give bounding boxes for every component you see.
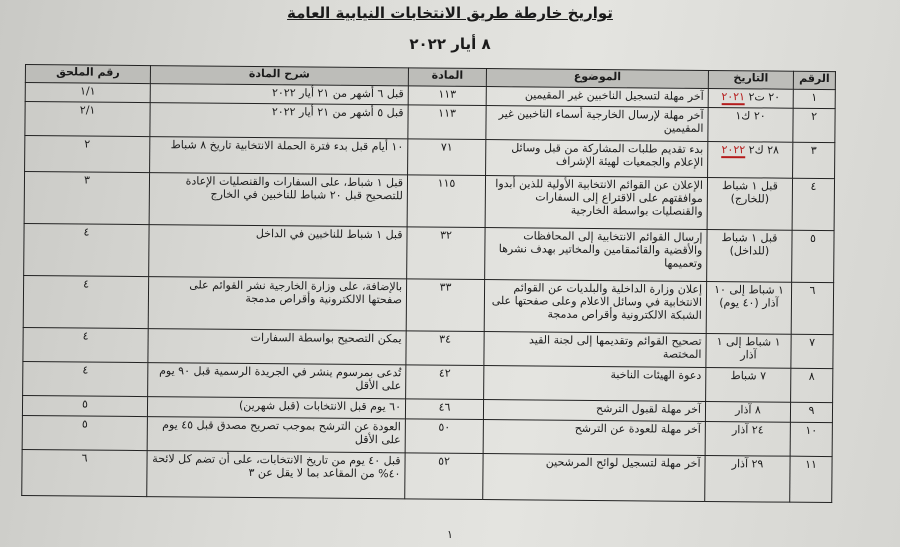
row-number: ٢ [793, 108, 835, 142]
row-appendix: ٦ [22, 449, 147, 496]
row-subject: إرسال القوائم الانتخابية إلى المحافظات والأقضية والقائمقامين والمخاتير بهدف نشرها وتعميمها [485, 228, 707, 282]
column-header-article: المادة [408, 68, 486, 87]
row-number: ٣ [793, 142, 835, 178]
date-year-red: ٢٠٢١ [721, 90, 746, 104]
row-appendix: ١/١ [25, 83, 150, 103]
date-day: ٢٨ ك٢ [745, 143, 780, 157]
row-article: ١١٥ [407, 175, 485, 228]
row-date: ٢٩ آذار [705, 455, 790, 502]
row-subject: آخر مهلة لتسجيل الناخبين غير المقيمين [486, 87, 708, 108]
row-number: ٦ [791, 282, 833, 334]
column-header-subject: الموضوع [486, 69, 708, 89]
row-appendix: ٢/١ [25, 102, 150, 137]
row-article: ٥٠ [405, 419, 483, 454]
date-day: ٢٠ ت٢ [744, 90, 781, 104]
table-row [22, 449, 832, 502]
row-explanation: قبل ٤٠ يوم من تاريخ الانتخابات، على أن تضم كل لائحة ٤٠% من المقاعد بما لا يقل عن ٣ [147, 451, 405, 499]
row-article: ١١٣ [408, 86, 486, 106]
row-number: ١ [793, 89, 835, 108]
row-date: ٧ شباط [706, 367, 791, 402]
row-subject: تصحيح القوائم وتقديمها إلى لجنة القيد المختصة [484, 332, 706, 368]
row-date: ١ شباط إلى ١ آذار [706, 333, 791, 368]
row-date: ٢٤ آذار [705, 421, 790, 456]
table-row [23, 275, 833, 334]
row-explanation: قبل ٥ أشهر من ٢١ أيار ٢٠٢٢ [150, 103, 408, 139]
row-subject: الإعلان عن القوائم الانتخابية الأولية للذين أبدوا موافقتهم على الاقتراع إلى السفارات والقنصليات بواسطة الخارجية [485, 176, 707, 230]
row-subject: آخر مهلة لقبول الترشح [483, 400, 705, 422]
row-date [706, 281, 791, 334]
row-date [707, 229, 792, 282]
date-line: (للداخل) [729, 244, 770, 258]
date-line: (للخارج) [730, 192, 770, 206]
row-explanation: ٦٠ يوم قبل الانتخابات (قبل شهرين) [147, 397, 405, 419]
row-number: ٤ [792, 178, 834, 230]
table-row [24, 223, 834, 282]
row-appendix: ٣ [24, 172, 149, 225]
date-line: آذار (٤٠ يوم) [719, 296, 779, 310]
row-subject: إعلان وزارة الداخلية والبلديات عن القوائم الانتخابية في وسائل الاعلام وعلى صفحتها على الشبكة الالكترونية وأقراص مدمجة [484, 280, 706, 334]
row-number: ٧ [791, 334, 833, 368]
document-title: تواريخ خارطة طريق الانتخابات النيابية العامة [287, 4, 613, 22]
row-date: ٨ آذار [705, 401, 790, 422]
row-subject: بدء تقديم طلبات المشاركة من قبل وسائل الإعلام والجمعيات لهيئة الإشراف [486, 140, 708, 178]
row-subject: دعوة الهيئات الناخبة [484, 366, 706, 402]
row-appendix: ٥ [22, 415, 147, 450]
row-explanation: قبل ٦ أشهر من ٢١ أيار ٢٠٢٢ [150, 84, 408, 105]
column-header-number: الرقم [793, 71, 835, 89]
roadmap-table [21, 64, 836, 503]
date-line: قبل ١ شباط [721, 179, 778, 193]
row-appendix: ٢ [25, 136, 150, 173]
row-article: ٥٢ [405, 453, 483, 500]
row-date [708, 88, 793, 108]
row-explanation: بالإضافة، على وزارة الخارجية نشر القوائم على صفحتها الالكترونية وأقراص مدمجة [148, 277, 406, 331]
row-explanation: يمكن التصحيح بواسطة السفارات [148, 329, 406, 365]
row-explanation: العودة عن الترشح بموجب تصريح مصدق قبل ٤٥ يوم على الأقل [147, 417, 405, 453]
row-appendix: ٤ [24, 223, 149, 276]
column-header-explanation: شرح المادة [150, 66, 408, 86]
row-date: ٢٠ ك١ [708, 107, 793, 142]
row-number: ٥ [792, 230, 834, 282]
row-subject: آخر مهلة لإرسال الخارجية أسماء الناخبين غير المقيمين [486, 106, 708, 142]
date-line: قبل ١ شباط [721, 231, 778, 245]
row-number: ٨ [791, 368, 833, 402]
row-article: ٣٢ [407, 227, 485, 280]
row-article: ٤٢ [406, 365, 484, 400]
row-appendix: ٤ [23, 361, 148, 396]
row-article: ٧١ [408, 139, 486, 176]
table-row [24, 172, 834, 231]
row-subject: آخر مهلة للعودة عن الترشح [483, 420, 705, 456]
row-subject: آخر مهلة لتسجيل لوائح المرشحين [483, 454, 705, 502]
row-appendix: ٥ [22, 395, 147, 416]
row-number: ٩ [790, 402, 832, 422]
row-article: ٣٣ [406, 279, 484, 332]
row-date [708, 141, 793, 178]
row-appendix: ٤ [23, 327, 148, 362]
column-header-date: التاريخ [708, 70, 793, 89]
row-article: ١١٣ [408, 105, 486, 140]
row-article: ٤٦ [405, 399, 483, 420]
column-header-appendix: رقم الملحق [25, 65, 150, 84]
row-appendix: ٤ [23, 275, 148, 328]
row-number: ١١ [790, 456, 832, 502]
row-explanation: تُدعى بمرسوم ينشر في الجريدة الرسمية قبل ٩٠ يوم على الأقل [148, 363, 406, 399]
date-line: ١ شباط إلى ١٠ [714, 283, 785, 297]
date-year-red: ٢٠٢٢ [721, 143, 746, 157]
document-date: ٨ أيار ٢٠٢٢ [409, 35, 491, 53]
row-explanation: قبل ١ شباط، على السفارات والقنصليات الإعادة للتصحيح قبل ٢٠ شباط للناخبين في الخارج [149, 173, 407, 227]
row-article: ٣٤ [406, 331, 484, 366]
row-number: ١٠ [790, 422, 832, 456]
row-explanation: قبل ١ شباط للناخبين في الداخل [149, 225, 407, 279]
page-number: ١ [447, 528, 453, 541]
row-explanation: ١٠ أيام قبل بدء فترة الحملة الانتخابية تاريخ ٨ شباط [150, 137, 408, 175]
row-date [707, 177, 792, 230]
